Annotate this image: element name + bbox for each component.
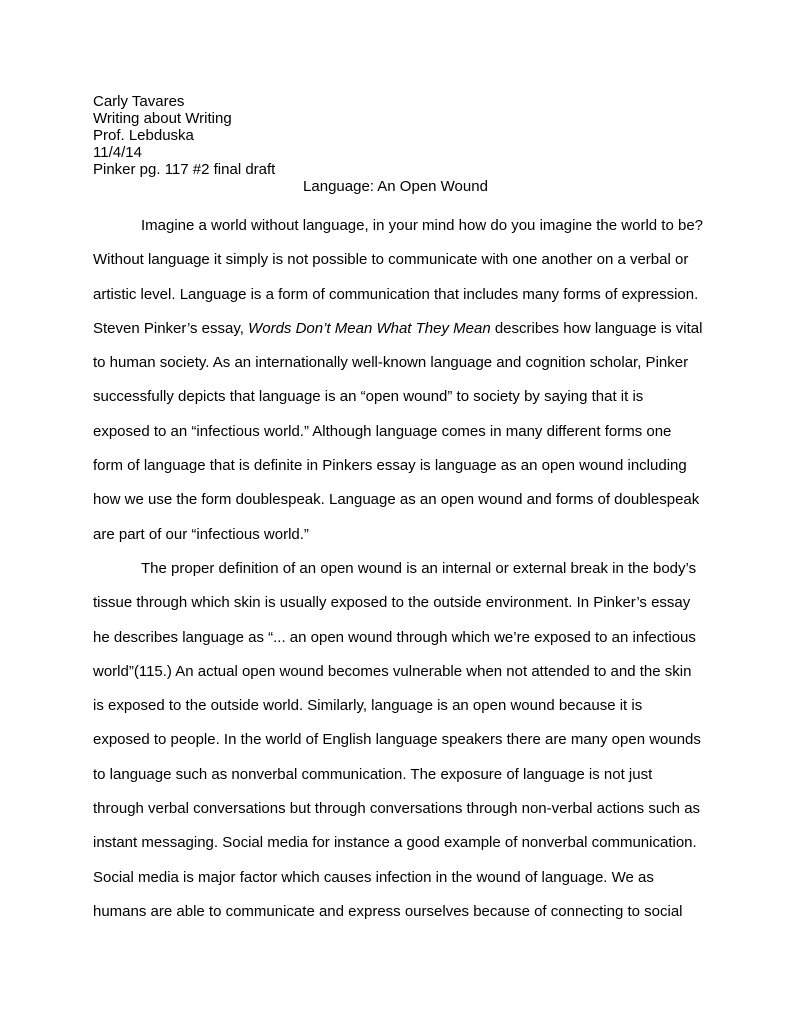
paragraph-line: to human society. As an internationally well-known language and cognition scholar, Pinker [93,354,689,372]
paragraph-line: The proper definition of an open wound is an internal or external break in the body’s [141,559,697,577]
course-name: Writing about Writing [93,110,232,127]
paragraph-line: humans are able to communicate and express ourselves because of connecting to social [93,902,683,920]
paragraph-line: artistic level. Language is a form of communication that includes many forms of expression. [93,285,699,303]
paragraph-line: is exposed to the outside world. Similarly, language is an open wound because it is [93,697,643,715]
assignment-label: Pinker pg. 117 #2 final draft [93,161,276,178]
essay-date: 11/4/14 [93,144,142,161]
paragraph-line: exposed to an “infectious world.” Although language comes in many different forms one [93,422,672,440]
paragraph-line: through verbal conversations but through conversations through non-verbal actions such as [93,800,701,818]
paragraph-line: Without language it simply is not possible to communicate with one another on a verbal or [93,251,689,269]
paragraph-line: are part of our “infectious world.” [93,525,309,543]
line-text: Steven Pinker’s essay, [93,319,249,337]
paragraph-line: how we use the form doublespeak. Language as an open wound and forms of doublespeak [93,491,700,509]
essay-header [93,93,275,178]
paragraph-line: successfully depicts that language is an “open wound” to society by saying that it is [93,388,644,406]
line-text: describes how language is vital [490,319,703,337]
paragraph-line: Social media is major factor which causes infection in the wound of language. We as [93,868,654,886]
essay-body [93,209,704,929]
paragraph-line: exposed to people. In the world of English language speakers there are many open wounds [93,731,701,749]
professor-name: Prof. Lebduska [93,127,194,144]
paragraph-line: instant messaging. Social media for instance a good example of nonverbal communication. [93,834,697,852]
paragraph-line: Imagine a world without language, in your mind how do you imagine the world to be? [141,217,704,234]
paragraph-line: tissue through which skin is usually exposed to the outside environment. In Pinker’s essay [93,594,691,612]
paragraph-line: world”(115.) An actual open wound becomes vulnerable when not attended to and the skin [93,662,692,680]
paragraph-line: form of language that is definite in Pinkers essay is language as an open wound including [93,457,687,475]
paragraph-line [93,312,703,346]
essay-title: Language: An Open Wound [303,178,488,195]
paragraph-line: to language such as nonverbal communication. The exposure of language is not just [93,765,653,783]
cited-essay-title: Words Don’t Mean What They Mean [248,319,491,337]
author-name: Carly Tavares [93,93,185,110]
paragraph-line: he describes language as “... an open wound through which we’re exposed to an infectious [93,628,696,646]
